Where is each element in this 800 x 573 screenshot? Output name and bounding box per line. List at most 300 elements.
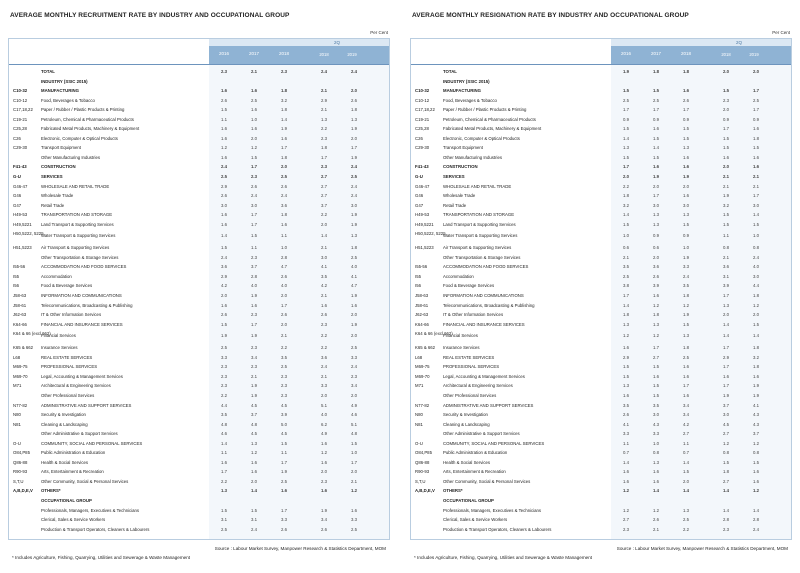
rate-value: 2.7 — [321, 174, 327, 180]
table-row — [411, 182, 791, 192]
rate-value: 3.9 — [281, 412, 287, 418]
rate-value: 2.1 — [321, 88, 327, 94]
table-row — [411, 372, 791, 382]
rate-value: 3.7 — [251, 412, 257, 418]
rate-value: 1.6 — [683, 364, 689, 370]
rate-value: 3.0 — [653, 412, 659, 418]
rate-value: 3.4 — [683, 402, 689, 408]
table-row — [9, 410, 389, 420]
rate-value: 1.0 — [251, 116, 257, 122]
year-header: 2018 — [278, 51, 289, 56]
rate-value: 1.6 — [221, 459, 227, 465]
rate-value: 1.3 — [723, 302, 729, 308]
rate-value: 2.4 — [221, 164, 227, 170]
table-row — [9, 362, 389, 372]
rate-value: 2.3 — [723, 97, 729, 103]
row-label: WHOLESALE AND RETAIL TRADE — [443, 183, 512, 189]
row-label: Security & Investigation — [443, 412, 488, 418]
table-row — [9, 86, 389, 96]
table-row — [9, 310, 389, 320]
rate-value: 1.9 — [753, 392, 759, 398]
table-row — [411, 281, 791, 291]
rate-value: 1.5 — [653, 135, 659, 141]
table-row — [411, 439, 791, 449]
rate-value: 1.7 — [251, 212, 257, 218]
industry-code: M71 — [13, 383, 22, 389]
industry-code: K64 & 66 (excl 662) — [13, 331, 51, 337]
rate-value: 1.6 — [221, 212, 227, 218]
year-header: 2018 — [680, 51, 691, 56]
row-label: Fabricated Metal Products, Machinery & Equipment — [443, 126, 542, 132]
row-label: TRANSPORTATION AND STORAGE — [41, 212, 113, 218]
rate-value: 1.6 — [221, 221, 227, 227]
rate-value: 1.7 — [251, 321, 257, 327]
industry-code: K64-66 — [415, 321, 429, 327]
rate-value: 4.5 — [281, 431, 287, 437]
row-label: Financial Services — [41, 333, 76, 339]
rate-value: 3.2 — [623, 202, 629, 208]
rate-value: 1.9 — [683, 254, 689, 260]
rate-value: 1.9 — [351, 293, 357, 299]
rate-value: 1.7 — [351, 145, 357, 151]
rate-value: 4.6 — [351, 412, 357, 418]
table-row — [411, 162, 791, 172]
rate-value: 2.6 — [653, 273, 659, 279]
row-label: Telecommunications, Broadcasting & Publishing — [41, 302, 133, 308]
rate-value: 2.5 — [753, 97, 759, 103]
row-label: Telecommunications, Broadcasting & Publishing — [443, 302, 535, 308]
rate-value: 2.0 — [753, 69, 759, 74]
rate-value: 1.6 — [321, 459, 327, 465]
rate-value: 1.7 — [723, 364, 729, 370]
table-row — [411, 229, 791, 243]
table-row — [411, 458, 791, 468]
rate-value: 1.1 — [251, 245, 257, 251]
rate-value: 3.8 — [623, 283, 629, 289]
rate-value: 1.8 — [653, 69, 659, 74]
row-label: Food & Beverage Services — [41, 283, 93, 289]
rate-value: 2.2 — [683, 526, 689, 532]
row-label: Electronic, Computer & Optical Products — [443, 135, 520, 141]
rate-value: 1.2 — [321, 450, 327, 456]
rate-value: 3.9 — [723, 283, 729, 289]
row-label: Transport Equipment — [41, 145, 81, 151]
industry-code: K65 & 662 — [13, 345, 34, 351]
rate-value: 2.1 — [723, 254, 729, 260]
row-label: Other Community, Social & Personal Services — [41, 478, 129, 484]
rate-value: 1.6 — [251, 302, 257, 308]
rate-value: 3.0 — [653, 202, 659, 208]
rate-value: 2.3 — [281, 69, 287, 74]
rate-value: 1.5 — [623, 154, 629, 160]
rate-value: 1.2 — [723, 440, 729, 446]
rate-value: 3.4 — [683, 412, 689, 418]
row-label: Water Transport & Supporting Services — [41, 233, 116, 239]
rate-value: 1.7 — [623, 107, 629, 113]
industry-code: H51,5223 — [13, 245, 32, 251]
footnote: * Includes Agriculture, Fishing, Quarrying, Utilities and Sewerage & Waste Management — [12, 555, 191, 560]
year-header: 2017 — [650, 51, 661, 56]
rate-value: 2.1 — [653, 526, 659, 532]
rate-value: 2.0 — [351, 312, 357, 318]
industry-code: O-U — [415, 440, 423, 446]
rate-value: 1.9 — [221, 333, 227, 339]
quarter-year-header: 2018 — [721, 52, 731, 57]
rate-value: 1.3 — [653, 459, 659, 465]
row-label: Other Administrative & Support Services — [41, 431, 118, 437]
rate-value: 1.9 — [251, 383, 257, 389]
table-frame — [410, 38, 792, 540]
rate-value: 3.5 — [321, 273, 327, 279]
rate-value: 2.5 — [623, 273, 629, 279]
rate-value: 2.4 — [281, 193, 287, 199]
rate-value: 3.3 — [351, 517, 357, 523]
rate-value: 2.4 — [351, 364, 357, 370]
industry-code: G46 — [13, 193, 22, 199]
rate-value: 1.5 — [723, 212, 729, 218]
industry-code: J58-61 — [13, 302, 27, 308]
industry-code: O-U — [13, 440, 21, 446]
rate-value: 1.6 — [251, 88, 257, 94]
table-row — [9, 525, 389, 535]
rate-value: 1.8 — [351, 107, 357, 113]
rate-value: 2.6 — [321, 312, 327, 318]
rate-value: 1.4 — [221, 233, 227, 239]
rate-value: 1.6 — [653, 469, 659, 475]
table-row — [9, 134, 389, 144]
rate-value: 1.6 — [653, 293, 659, 299]
rate-value: 1.9 — [351, 154, 357, 160]
row-label: Paper / Rubber / Plastic Products & Printing — [443, 107, 527, 113]
rate-value: 1.7 — [723, 383, 729, 389]
rate-value: 1.5 — [723, 221, 729, 227]
industry-code: G-U — [415, 174, 423, 180]
rate-value: 1.3 — [351, 116, 357, 122]
industry-code: Q86-88 — [415, 459, 430, 465]
table-row — [9, 96, 389, 106]
rate-value: 2.1 — [281, 333, 287, 339]
row-label: Other Community, Social & Personal Services — [443, 478, 531, 484]
rate-value: 1.9 — [351, 126, 357, 132]
rate-value: 1.7 — [753, 193, 759, 199]
rate-value: 3.6 — [653, 264, 659, 270]
rate-value: 1.5 — [221, 107, 227, 113]
table-row — [411, 153, 791, 163]
rate-value: 1.5 — [753, 145, 759, 151]
rate-value: 3.5 — [623, 402, 629, 408]
rate-value: 1.3 — [683, 145, 689, 151]
rate-value: 1.4 — [723, 333, 729, 339]
rate-value: 1.6 — [683, 193, 689, 199]
table-row — [411, 96, 791, 106]
rate-value: 1.6 — [321, 302, 327, 308]
row-label: Other Manufacturing Industries — [443, 154, 502, 160]
rate-value: 1.7 — [723, 126, 729, 132]
industry-code: C29-30 — [415, 145, 430, 151]
row-label: Water Transport & Supporting Services — [443, 233, 518, 239]
rate-value: 0.6 — [623, 245, 629, 251]
rate-value: 1.6 — [653, 478, 659, 484]
rate-value: 4.2 — [683, 421, 689, 427]
rate-value: 1.5 — [653, 392, 659, 398]
row-label: Arts, Entertainment & Recreation — [443, 469, 506, 475]
rate-value: 2.6 — [321, 526, 327, 532]
rate-value: 2.5 — [281, 364, 287, 370]
rate-value: 5.1 — [351, 421, 357, 427]
rate-value: 1.7 — [753, 107, 759, 113]
rate-value: 2.4 — [351, 183, 357, 189]
rate-value: 2.8 — [281, 254, 287, 260]
row-label: Security & Investigation — [41, 412, 86, 418]
industry-code: I55-56 — [415, 264, 428, 270]
rate-value: 1.8 — [281, 154, 287, 160]
industry-code: H49-53 — [13, 212, 28, 218]
industry-code: C17,18,22 — [415, 107, 435, 113]
table-row — [411, 391, 791, 401]
rate-value: 1.6 — [623, 469, 629, 475]
rate-value: 1.7 — [683, 383, 689, 389]
rate-value: 1.3 — [683, 333, 689, 339]
row-label: Public Administration & Education — [41, 450, 106, 456]
rate-value: 1.0 — [653, 440, 659, 446]
row-label: Cleaning & Landscaping — [41, 421, 88, 427]
rate-value: 3.0 — [723, 412, 729, 418]
rate-value: 0.8 — [723, 450, 729, 456]
industry-code: G47 — [13, 202, 22, 208]
row-label: Air Transport & Supporting Services — [41, 245, 110, 251]
table-row — [9, 401, 389, 411]
rate-value: 1.3 — [623, 383, 629, 389]
rate-value: 2.3 — [251, 254, 257, 260]
industry-code: N81 — [415, 421, 423, 427]
rate-value: 1.3 — [683, 212, 689, 218]
row-label: INDUSTRY (SSIC 2015) — [41, 78, 88, 84]
rate-value: 3.3 — [281, 517, 287, 523]
rate-value: 1.6 — [221, 154, 227, 160]
rate-value: 2.0 — [723, 164, 729, 170]
rate-value: 2.3 — [281, 392, 287, 398]
rate-value: 1.6 — [251, 469, 257, 475]
rate-value: 2.5 — [221, 345, 227, 351]
rate-value: 1.9 — [683, 174, 689, 180]
rate-value: 4.1 — [623, 421, 629, 427]
row-label: OCCUPATIONAL GROUP — [41, 497, 92, 503]
rate-value: 1.6 — [753, 373, 759, 379]
rate-value: 1.4 — [321, 233, 327, 239]
rate-value: 1.6 — [623, 478, 629, 484]
rate-value: 5.0 — [281, 421, 287, 427]
rate-value: 3.2 — [723, 202, 729, 208]
rate-value: 2.2 — [321, 345, 327, 351]
rate-value: 2.0 — [221, 293, 227, 299]
row-label: Insurance Services — [41, 345, 78, 351]
rate-value: 1.9 — [251, 293, 257, 299]
table-row — [411, 77, 791, 87]
rate-value: 1.4 — [753, 212, 759, 218]
rate-value: 1.5 — [723, 145, 729, 151]
rate-value: 1.5 — [623, 126, 629, 132]
rate-value: 2.4 — [251, 526, 257, 532]
rate-value: 5.1 — [321, 402, 327, 408]
rate-value: 0.9 — [653, 116, 659, 122]
unit-label: Per Cent — [370, 30, 388, 35]
rate-value: 2.6 — [281, 312, 287, 318]
rate-value: 4.4 — [753, 283, 759, 289]
table-row — [411, 448, 791, 458]
resignation-rate-table — [406, 8, 796, 568]
industry-code: I56 — [13, 283, 19, 289]
table-row — [9, 420, 389, 430]
industry-code: L68 — [415, 354, 423, 360]
rate-value: 4.0 — [281, 283, 287, 289]
rate-value: 2.3 — [221, 364, 227, 370]
rate-value: 2.3 — [351, 373, 357, 379]
rate-value: 1.6 — [653, 373, 659, 379]
rate-value: 2.1 — [251, 69, 257, 74]
rate-value: 4.9 — [351, 402, 357, 408]
rate-value: 2.5 — [221, 174, 227, 180]
rate-value: 0.7 — [683, 450, 689, 456]
rate-value: 1.1 — [683, 440, 689, 446]
rate-value: 1.7 — [281, 507, 287, 513]
row-label: COMMUNITY, SOCIAL AND PERSONAL SERVICES — [41, 440, 143, 446]
rate-value: 2.6 — [653, 517, 659, 523]
table-row — [9, 243, 389, 253]
rate-value: 1.7 — [321, 154, 327, 160]
rate-value: 3.0 — [351, 202, 357, 208]
table-row — [411, 67, 791, 77]
rate-value: 1.6 — [221, 135, 227, 141]
rate-value: 2.0 — [683, 478, 689, 484]
industry-code: N80 — [415, 412, 423, 418]
industry-code: Q86-88 — [13, 459, 28, 465]
row-label: REAL ESTATE SERVICES — [41, 354, 93, 360]
rate-value: 0.9 — [753, 116, 759, 122]
table-row — [9, 391, 389, 401]
rate-value: 2.3 — [251, 174, 257, 180]
table-body — [9, 67, 389, 534]
row-label: FINANCIAL AND INSURANCE SERVICES — [41, 321, 123, 327]
year-header: 2016 — [620, 51, 631, 56]
table-row — [411, 243, 791, 253]
rate-value: 2.1 — [321, 107, 327, 113]
industry-code: N81 — [13, 421, 21, 427]
rate-value: 1.2 — [683, 302, 689, 308]
rate-value: 1.6 — [753, 164, 759, 170]
row-label: Arts, Entertainment & Recreation — [41, 469, 104, 475]
rate-value: 2.0 — [623, 174, 629, 180]
industry-code: J58-63 — [415, 293, 429, 299]
industry-code: H50,5222, 5225 — [13, 231, 44, 237]
rate-value: 1.5 — [723, 88, 729, 94]
rate-value: 1.6 — [321, 440, 327, 446]
table-row — [9, 67, 389, 77]
quarter-header: 2Q — [333, 40, 340, 45]
table-row — [411, 329, 791, 343]
rate-value: 3.6 — [281, 202, 287, 208]
rate-value: 2.9 — [623, 354, 629, 360]
rate-value: 1.6 — [683, 373, 689, 379]
row-label: IT & Other Information Services — [41, 312, 102, 318]
rate-value: 1.5 — [753, 459, 759, 465]
rate-value: 2.6 — [623, 412, 629, 418]
rate-value: 0.9 — [683, 116, 689, 122]
rate-value: 1.4 — [753, 333, 759, 339]
rate-value: 2.3 — [251, 312, 257, 318]
rate-value: 2.6 — [251, 183, 257, 189]
rate-value: 2.7 — [723, 478, 729, 484]
rate-value: 1.9 — [351, 212, 357, 218]
rate-value: 1.5 — [251, 507, 257, 513]
row-label: OTHERS* — [443, 488, 463, 494]
table-row — [9, 229, 389, 243]
row-label: Other Professional Services — [443, 392, 497, 398]
table-row — [9, 496, 389, 506]
table-row — [9, 182, 389, 192]
rate-value: 1.4 — [753, 507, 759, 513]
rate-value: 1.6 — [683, 154, 689, 160]
rate-value: 2.7 — [653, 354, 659, 360]
rate-value: 3.6 — [723, 264, 729, 270]
row-label: OCCUPATIONAL GROUP — [443, 497, 494, 503]
rate-value: 1.5 — [221, 507, 227, 513]
row-label: Paper / Rubber / Plastic Products & Printing — [41, 107, 125, 113]
rate-value: 1.6 — [683, 164, 689, 170]
table-row — [411, 291, 791, 301]
rate-value: 2.8 — [723, 517, 729, 523]
rate-value: 1.6 — [221, 302, 227, 308]
table-row — [411, 420, 791, 430]
rate-value: 3.3 — [683, 264, 689, 270]
rate-value: 2.4 — [351, 69, 357, 74]
table-row — [411, 124, 791, 134]
table-row — [411, 353, 791, 363]
rate-value: 2.1 — [321, 293, 327, 299]
row-label: COMMUNITY, SOCIAL AND PERSONAL SERVICES — [443, 440, 545, 446]
industry-code: C25,28 — [415, 126, 429, 132]
industry-code: I55 — [415, 273, 421, 279]
rate-value: 2.5 — [281, 478, 287, 484]
rate-value: 4.2 — [221, 283, 227, 289]
industry-code: N77-82 — [13, 402, 28, 408]
table-row — [411, 143, 791, 153]
row-label: SERVICES — [443, 174, 465, 180]
row-label: Air Transport & Supporting Services — [443, 245, 512, 251]
table-row — [411, 362, 791, 372]
rate-value: 2.0 — [351, 392, 357, 398]
row-label: CONSTRUCTION — [443, 164, 478, 170]
row-label: MANUFACTURING — [443, 88, 481, 94]
industry-code: K64-66 — [13, 321, 27, 327]
rate-value: 3.0 — [683, 202, 689, 208]
rate-value: 2.4 — [321, 364, 327, 370]
rate-value: 4.7 — [281, 264, 287, 270]
rate-value: 1.8 — [623, 312, 629, 318]
rate-value: 2.4 — [221, 254, 227, 260]
row-label: TOTAL — [443, 69, 457, 74]
row-label: Cleaning & Landscaping — [443, 421, 490, 427]
rate-value: 1.5 — [753, 221, 759, 227]
table-row — [411, 515, 791, 525]
rate-value: 1.5 — [623, 364, 629, 370]
header-separator — [411, 64, 791, 65]
rate-value: 1.8 — [281, 88, 287, 94]
rate-value: 1.5 — [221, 245, 227, 251]
table-row — [411, 310, 791, 320]
rate-value: 1.5 — [281, 440, 287, 446]
rate-value: 1.9 — [281, 126, 287, 132]
rate-value: 2.3 — [321, 321, 327, 327]
